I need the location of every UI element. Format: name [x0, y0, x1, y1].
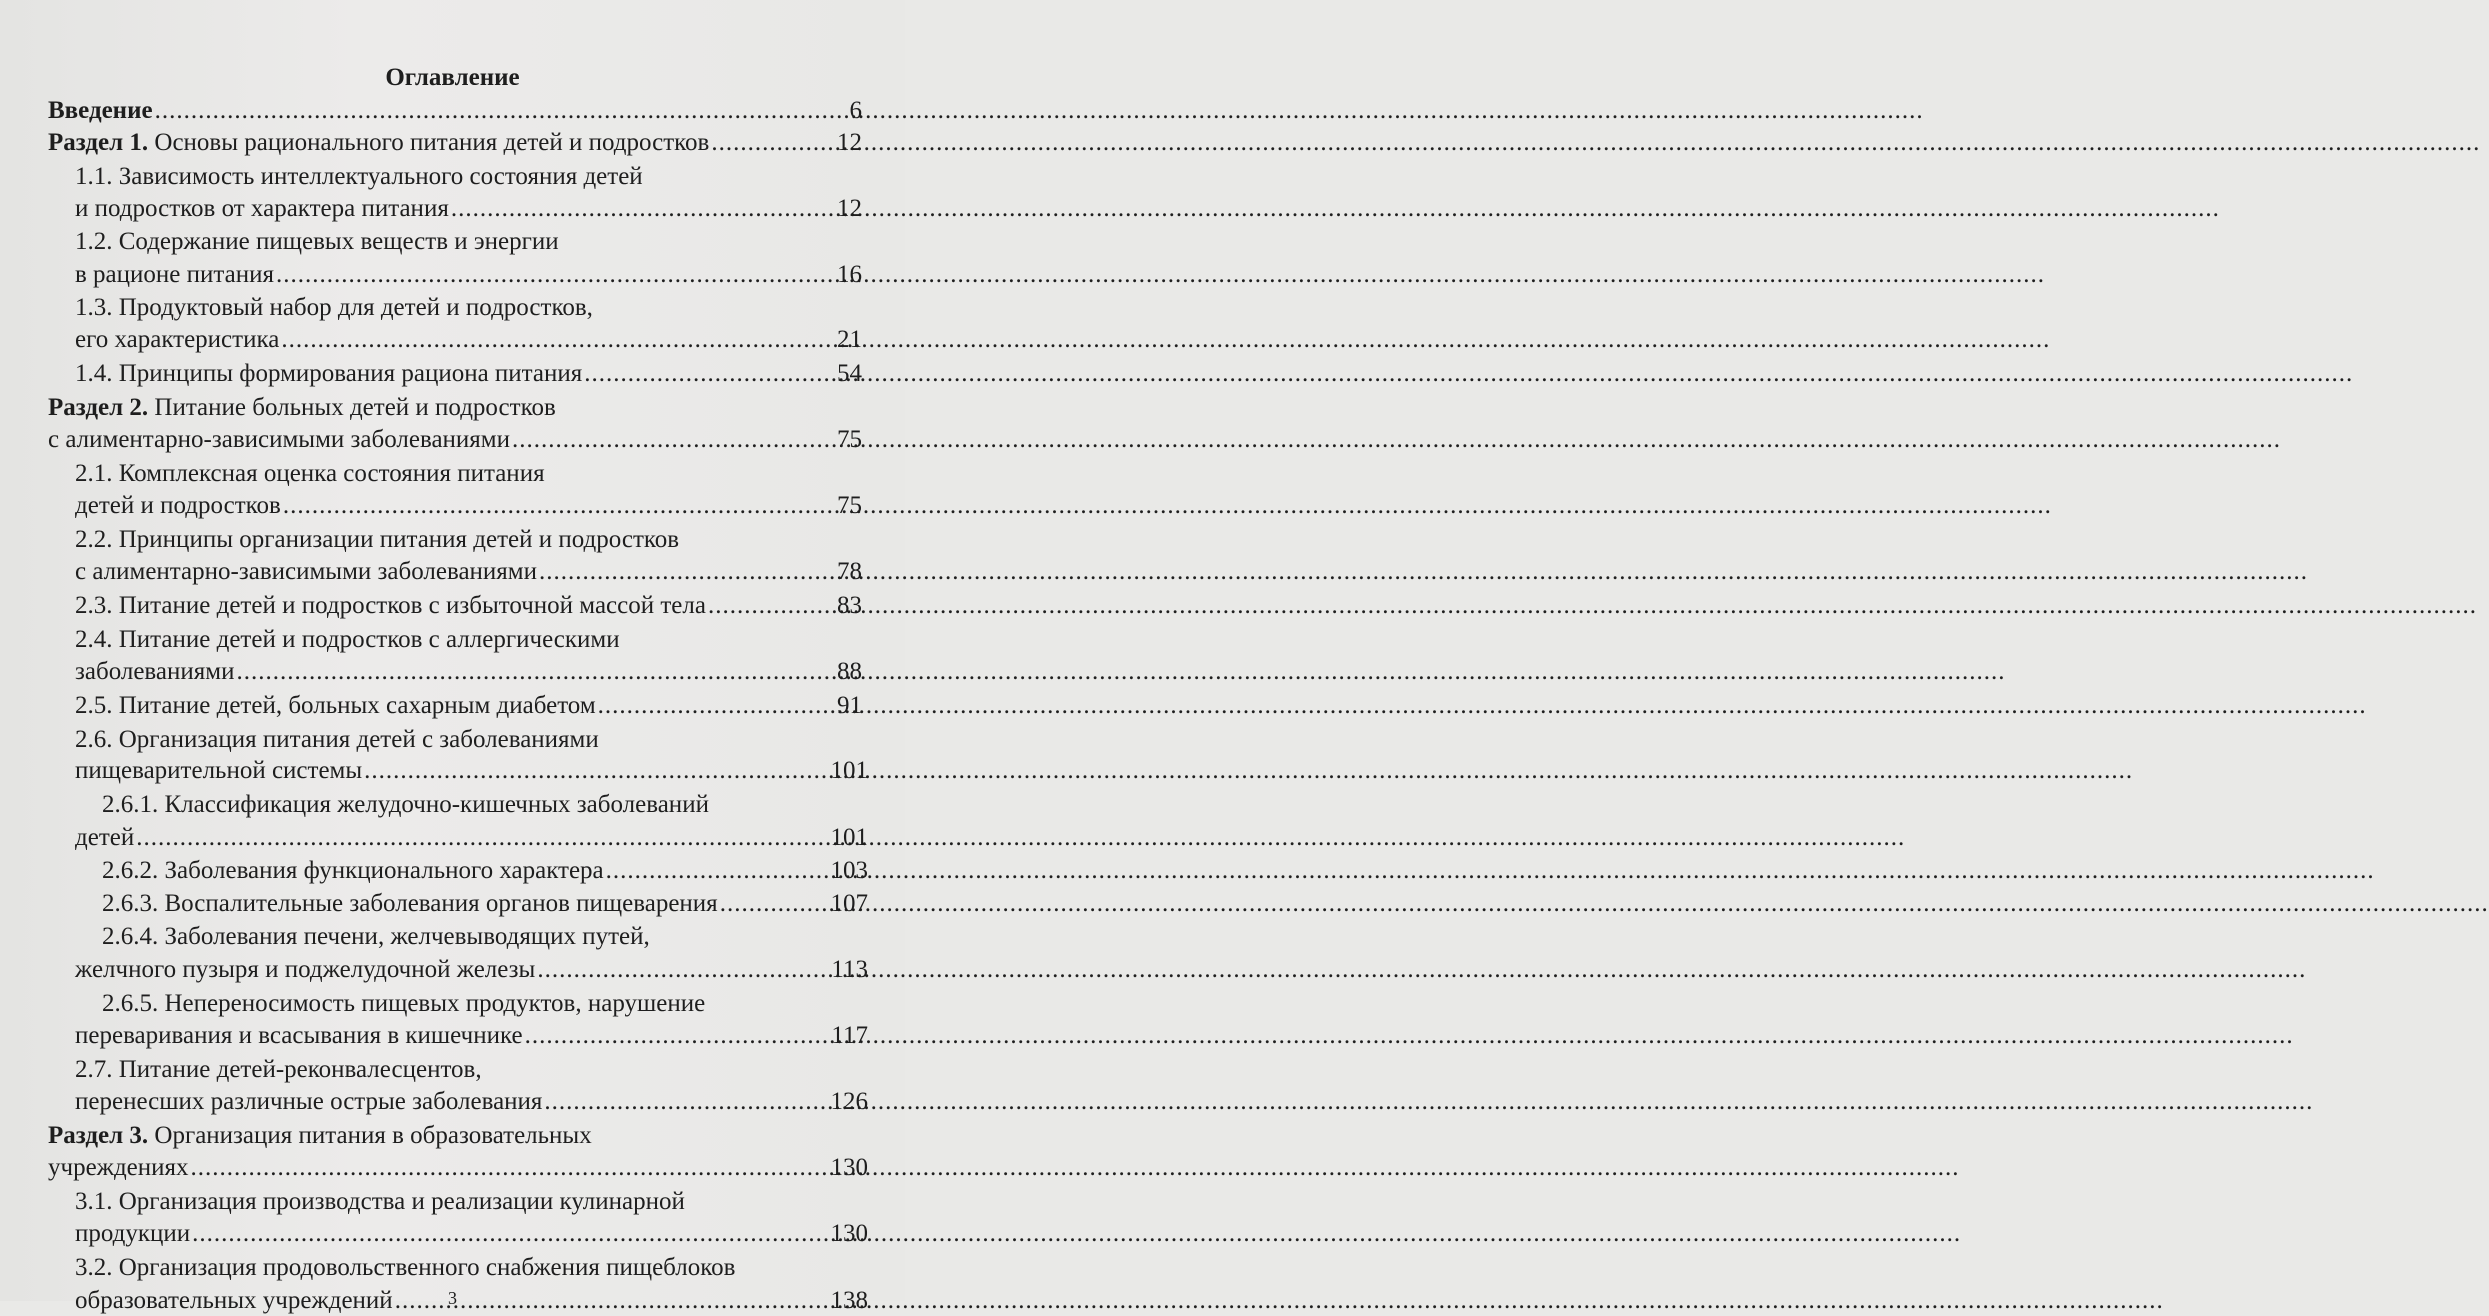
- toc-entry-text: учреждениях: [48, 1154, 189, 1181]
- toc-entry-title: [75, 1219, 190, 1249]
- book-page: [0, 0, 905, 1314]
- toc-page-number: 117: [831, 1022, 868, 1049]
- toc-entry-text: его характеристика: [75, 326, 280, 353]
- toc-entry: [48, 393, 556, 423]
- toc-entry-title: [75, 1286, 393, 1316]
- toc-entry: [75, 657, 862, 687]
- toc-page-number: 78: [837, 558, 862, 585]
- toc-entry-title: [75, 625, 620, 655]
- dot-leader: [281, 325, 835, 355]
- toc-entry: [75, 1219, 868, 1249]
- toc-entry-title: [75, 491, 281, 521]
- toc-page-number: 126: [830, 1088, 868, 1115]
- toc-entry-text: детей и подростков: [75, 492, 281, 519]
- toc-entry-title: [75, 525, 679, 555]
- toc-entry-text: 2.6.5. Непереносимость пищевых продуктов, нарушение: [102, 990, 706, 1017]
- toc-entry: [75, 557, 862, 587]
- toc-entry-title: [75, 1055, 482, 1085]
- toc-entry-title: [48, 393, 556, 423]
- toc-entry-title: [48, 128, 709, 158]
- toc-entry-title: [75, 1187, 685, 1217]
- dot-leader: [537, 955, 829, 985]
- toc-entry: [75, 260, 862, 290]
- toc-page-number: 130: [830, 1154, 868, 1181]
- dot-leader: [606, 856, 829, 886]
- toc-entry-text: с алиментарно-зависимыми заболеваниями: [48, 426, 510, 453]
- toc-entry: [75, 293, 593, 323]
- toc-entry: [102, 889, 868, 919]
- toc-entry-text: 2.6.3. Воспалительные заболевания органов пищеварения: [102, 890, 718, 917]
- dot-leader: [236, 657, 835, 687]
- toc-entry: [48, 1153, 868, 1183]
- toc-entry-title: [75, 459, 545, 489]
- toc-page-number: 107: [830, 890, 868, 917]
- toc-entry-text: 2.1. Комплексная оценка состояния питания: [75, 460, 545, 487]
- toc-entry-title: [75, 657, 234, 687]
- toc-entry-title: [75, 1253, 735, 1283]
- toc-entry-title: [75, 557, 537, 587]
- toc-entry-text: в рационе питания: [75, 261, 274, 288]
- toc-page-number: 12: [837, 129, 862, 156]
- toc-entry: [75, 591, 862, 621]
- toc-entry: [75, 756, 868, 786]
- toc-entry-title: [102, 889, 718, 919]
- toc-entry: [102, 790, 709, 820]
- dot-leader: [155, 96, 848, 126]
- toc-entry-title: [75, 955, 535, 985]
- toc-page-number: 12: [837, 195, 862, 222]
- toc-entry: [75, 491, 862, 521]
- dot-leader: [720, 889, 829, 919]
- toc-section-label: Раздел 2.: [48, 394, 149, 421]
- dot-leader: [539, 557, 835, 587]
- toc-entry-title: [102, 989, 705, 1019]
- toc-entry: [75, 194, 862, 224]
- toc-entry: [75, 325, 862, 355]
- toc-entry: [75, 162, 643, 192]
- toc-entry: [48, 128, 862, 158]
- toc-entry: [75, 1187, 685, 1217]
- dot-leader: [708, 591, 835, 621]
- toc-entry-title: [75, 359, 582, 389]
- toc-page-number: 6: [849, 97, 862, 124]
- toc-entry-text: 2.6. Организация питания детей с заболеваниями: [75, 726, 599, 753]
- page-title: Оглавление: [385, 64, 520, 91]
- toc-entry-title: [75, 1021, 523, 1051]
- toc-page-number: 21: [837, 326, 862, 353]
- toc-page-number: 83: [837, 592, 862, 619]
- toc-page-number: 75: [837, 492, 862, 519]
- dot-leader: [364, 756, 828, 786]
- toc-entry-title: [48, 425, 510, 455]
- toc-page-number: 138: [830, 1287, 868, 1314]
- toc-entry-title: [102, 922, 650, 952]
- toc-entry-text: 2.3. Питание детей и подростков с избыточной массой тела: [75, 592, 706, 619]
- toc-entry-title: [48, 1153, 189, 1183]
- toc-entry-title: [75, 162, 643, 192]
- table-of-contents: [0, 0, 905, 1314]
- toc-entry: [75, 1253, 735, 1283]
- toc-entry-title: [48, 96, 153, 126]
- toc-entry-title: [75, 1087, 542, 1117]
- toc-entry-title: [75, 823, 134, 853]
- toc-entry-title: [75, 725, 599, 755]
- toc-entry-text: пищеварительной системы: [75, 757, 363, 784]
- toc-entry-text: Организация питания в образовательных: [148, 1122, 592, 1149]
- dot-leader: [711, 128, 835, 158]
- toc-entry-text: 2.2. Принципы организации питания детей и подростков: [75, 526, 680, 553]
- toc-entry: [48, 1121, 592, 1151]
- toc-page-number: 103: [830, 857, 868, 884]
- toc-page-number: 101: [830, 757, 868, 784]
- toc-entry-text: Основы рационального питания детей и подростков: [148, 129, 710, 156]
- dot-leader: [512, 425, 835, 455]
- toc-entry-text: 2.6.2. Заболевания функционального характера: [102, 857, 604, 884]
- toc-entry: [48, 425, 862, 455]
- toc-section-label: Раздел 3.: [48, 1122, 149, 1149]
- toc-entry-title: [75, 260, 274, 290]
- toc-entry-text: детей: [75, 824, 135, 851]
- dot-leader: [191, 1153, 829, 1183]
- toc-page-number: 91: [837, 692, 862, 719]
- toc-entry-text: 1.1. Зависимость интеллектуального состояния детей: [75, 163, 643, 190]
- toc-entry-text: 2.6.1. Классификация желудочно-кишечных заболеваний: [102, 791, 709, 818]
- dot-leader: [451, 194, 835, 224]
- toc-entry: [75, 359, 862, 389]
- toc-entry-title: [102, 856, 604, 886]
- toc-entry-text: желчного пузыря и поджелудочной железы: [75, 956, 536, 983]
- toc-section-label: Введение: [48, 97, 153, 124]
- toc-entry-text: образовательных учреждений: [75, 1287, 393, 1314]
- toc-entry-text: перенесших различные острые заболевания: [75, 1088, 543, 1115]
- toc-entry-title: [75, 591, 706, 621]
- toc-entry-text: 2.4. Питание детей и подростков с аллергическими: [75, 626, 620, 653]
- toc-entry-title: [102, 790, 709, 820]
- toc-entry-text: заболеваниями: [75, 658, 235, 685]
- dot-leader: [544, 1087, 828, 1117]
- toc-page-number: 16: [837, 261, 862, 288]
- toc-entry: [102, 989, 705, 1019]
- toc-entry-title: [48, 1121, 592, 1151]
- toc-entry: [75, 1087, 868, 1117]
- toc-entry-title: [75, 325, 279, 355]
- dot-leader: [525, 1021, 830, 1051]
- toc-entry: [75, 691, 862, 721]
- toc-page-number: 130: [830, 1220, 868, 1247]
- toc-entry: [75, 227, 559, 257]
- toc-section-label: Раздел 1.: [48, 129, 149, 156]
- toc-entry-text: 2.5. Питание детей, больных сахарным диабетом: [75, 692, 596, 719]
- toc-entry: [75, 625, 620, 655]
- toc-entry: [75, 459, 545, 489]
- toc-page-number: 101: [830, 824, 868, 851]
- dot-leader: [584, 359, 835, 389]
- toc-entry-text: 3.2. Организация продовольственного снабжения пищеблоков: [75, 1254, 736, 1281]
- toc-entry-title: [75, 293, 593, 323]
- toc-entry-title: [75, 194, 449, 224]
- toc-entry: [75, 1055, 482, 1085]
- toc-entry-title: [75, 227, 559, 257]
- toc-entry-text: Питание больных детей и подростков: [148, 394, 556, 421]
- toc-entry-text: 1.2. Содержание пищевых веществ и энергии: [75, 228, 559, 255]
- toc-entry: [75, 823, 868, 853]
- toc-page-number: 54: [837, 360, 862, 387]
- toc-entry-text: 1.3. Продуктовый набор для детей и подростков,: [75, 294, 593, 321]
- dot-leader: [136, 823, 828, 853]
- dot-leader: [283, 491, 835, 521]
- toc-entry: [102, 922, 650, 952]
- toc-entry-text: 1.4. Принципы формирования рациона питания: [75, 360, 583, 387]
- toc-entry-title: [75, 756, 362, 786]
- toc-entry-text: 2.7. Питание детей-реконвалесцентов,: [75, 1056, 482, 1083]
- toc-page-number: 88: [837, 658, 862, 685]
- toc-page-number: 75: [837, 426, 862, 453]
- dot-leader: [395, 1286, 829, 1316]
- toc-entry: [75, 1021, 868, 1051]
- page-number: 3: [448, 1288, 457, 1308]
- toc-entry: [48, 96, 862, 126]
- toc-entry-text: 2.6.4. Заболевания печени, желчевыводящих путей,: [102, 923, 650, 950]
- toc-entry: [75, 1286, 868, 1316]
- dot-leader: [192, 1219, 828, 1249]
- toc-entry-title: [75, 691, 596, 721]
- toc-entry: [102, 856, 868, 886]
- dot-leader: [598, 691, 835, 721]
- toc-entry-text: переваривания и всасывания в кишечнике: [75, 1022, 523, 1049]
- dot-leader: [276, 260, 835, 290]
- toc-entry: [75, 725, 599, 755]
- toc-entry: [75, 955, 868, 985]
- toc-entry-text: продукции: [75, 1220, 191, 1247]
- toc-entry-text: и подростков от характера питания: [75, 195, 449, 222]
- toc-page-number: 113: [831, 956, 868, 983]
- toc-entry-text: 3.1. Организация производства и реализации кулинарной: [75, 1188, 685, 1215]
- toc-entry: [75, 525, 679, 555]
- toc-entry-text: с алиментарно-зависимыми заболеваниями: [75, 558, 537, 585]
